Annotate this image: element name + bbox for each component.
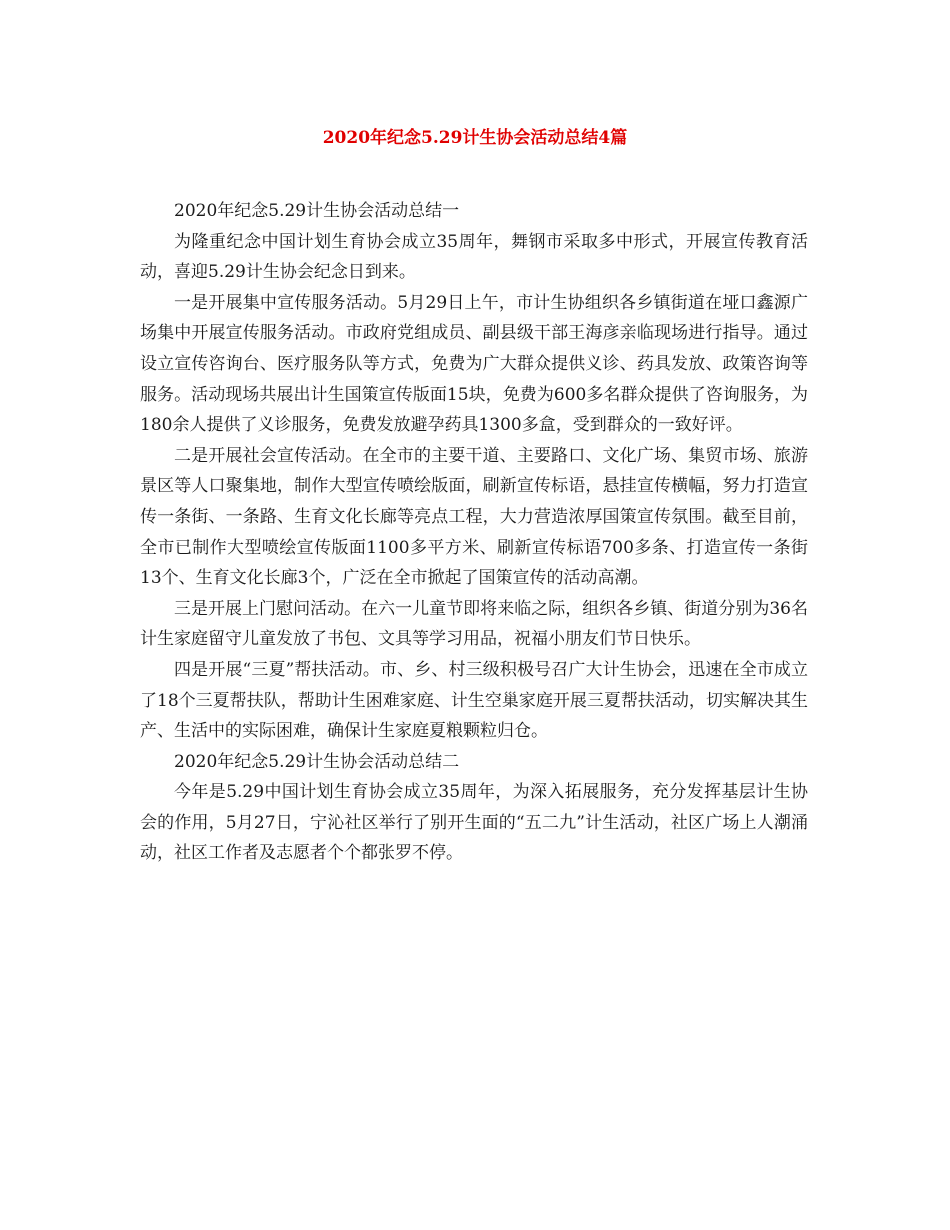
section-heading-2: 2020年纪念5.29计生协会活动总结二 (174, 751, 460, 772)
paragraph-point-3: 三是开展上门慰问活动。在六一儿童节即将来临之际，组织各乡镇、街道分别为36名计生家庭留守儿童发放了书包、文具等学习用品，祝福小朋友们节日快乐。 (140, 598, 808, 650)
document-body (140, 196, 808, 869)
paragraph-section-2: 今年是5.29中国计划生育协会成立35周年，为深入拓展服务，充分发挥基层计生协会的作用，5月27日，宁沁社区举行了别开生面的“五二九”计生活动，社区广场上人潮涌动，社区工作者及志愿者个个都张罗不停。 (140, 782, 808, 864)
section-heading-1: 2020年纪念5.29计生协会活动总结一 (174, 201, 460, 221)
paragraph-point-1: 一是开展集中宣传服务活动。5月29日上午，市计生协组织各乡镇街道在垭口鑫源广场集中开展宣传服务活动。市政府党组成员、副县级干部王海彦亲临现场进行指导。通过设立宣传咨询台、医疗服务队等方式，免费为广大群众提供义诊、药具发放、政策咨询等服务。活动现场共展出计生国策宣传版面15块，免费为600多名群众提供了咨询服务，为180余人提供了义诊服务，免费发放避孕药具1300多盒，受到群众的一致好评。 (140, 292, 808, 436)
document-title: 2020年纪念5.29计生协会活动总结4篇 (322, 128, 628, 148)
paragraph-point-4: 四是开展“三夏”帮扶活动。市、乡、村三级积极号召广大计生协会，迅速在全市成立了18个三夏帮扶队，帮助计生困难家庭、计生空巢家庭开展三夏帮扶活动，切实解决其生产、生活中的实际困难，确保计生家庭夏粮颗粒归仓。 (140, 659, 808, 742)
paragraph-point-2: 二是开展社会宣传活动。在全市的主要干道、主要路口、文化广场、集贸市场、旅游景区等人口聚集地，制作大型宣传喷绘版面，刷新宣传标语，悬挂宣传横幅，努力打造宣传一条街、一条路、生育文化长廊等亮点工程，大力营造浓厚国策宣传氛围。截至目前，全市已制作大型喷绘宣传版面1100多平方米、刷新宣传标语700多条、打造宣传一条街13个、生育文化长廊3个，广泛在全市掀起了国策宣传的活动高潮。 (140, 445, 808, 589)
paragraph-intro: 为隆重纪念中国计划生育协会成立35周年，舞钢市采取多中形式，开展宣传教育活动，喜迎5.29计生协会纪念日到来。 (140, 231, 808, 283)
